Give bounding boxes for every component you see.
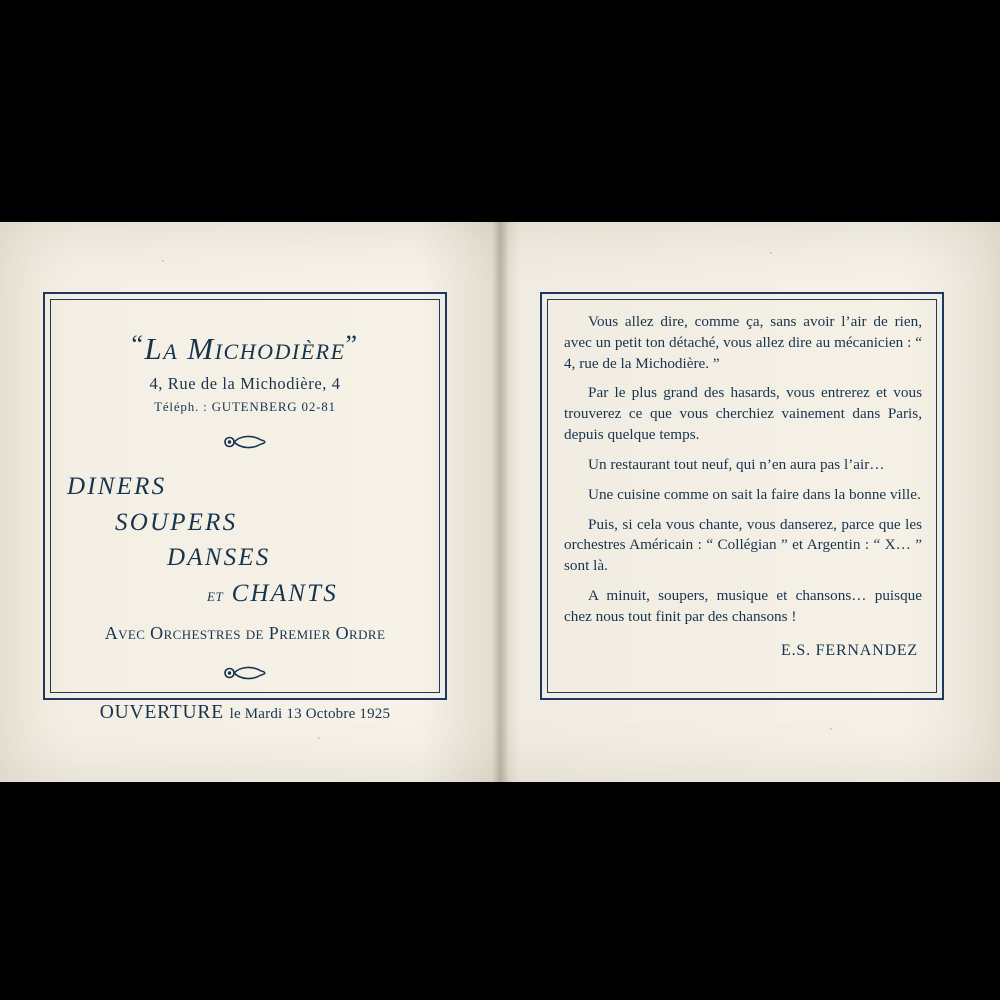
paragraph-6: A minuit, soupers, musique et chansons… puisque chez nous tout finit par des chansons ! [564,587,922,625]
opening-date-line [59,702,431,724]
paper-speck [830,728,832,730]
orchestras-line: Avec Orchestres de Premier Ordre [104,623,386,643]
service-item-diners: DINERS [67,473,167,500]
floral-ornament-icon [59,433,431,455]
left-panel [43,292,447,723]
left-panel-content [59,308,431,723]
paper-speck [318,737,320,739]
right-panel [540,292,944,700]
service-item-chants-label: CHANTS [231,579,338,607]
paper-speck [162,260,164,262]
address-line: 4, Rue de la Michodière, 4 [149,374,341,393]
services-list [59,469,431,611]
close-quote: ” [345,330,359,359]
restaurant-name [59,330,431,367]
paragraph-5: Puis, si cela vous chante, vous danserez, parce que les orchestres Américain : “ Collégian ” et Argentin : “ X… ” sont là. [564,515,922,575]
right-panel-content [564,312,922,684]
paragraph-2: Par le plus grand des hasards, vous entrerez et vous trouverez ce que vous cherchiez vainement dans Paris, depuis quelque temps. [564,384,922,444]
service-item-danses: DANSES [167,544,271,571]
service-item-chants [207,576,431,612]
service-item-soupers: SOUPERS [115,508,238,536]
invitation-card [0,222,1000,782]
restaurant-name-text: La Michodière [144,331,346,366]
paragraph-1: Vous allez dire, comme ça, sans avoir l’air de rien, avec un petit ton détaché, vous allez dire au mécanicien : “ 4, rue de la Michodière. ” [564,313,922,372]
telephone-line: Téléph. : GUTENBERG 02-81 [154,399,336,414]
card-fold [492,222,508,782]
services-conjunction: et [207,584,224,606]
paragraph-3: Un restaurant tout neuf, qui n’en aura pas l’air… [588,455,885,473]
opening-prefix: OUVERTURE [99,702,224,723]
paper-speck [770,252,772,254]
open-quote: “ [131,330,145,359]
paragraph-4: Une cuisine comme on sait la faire dans la bonne ville. [588,485,921,503]
signature: E.S. FERNANDEZ [781,641,918,659]
floral-ornament-icon-2 [59,664,431,686]
opening-detail: le Mardi 13 Octobre 1925 [229,706,391,722]
